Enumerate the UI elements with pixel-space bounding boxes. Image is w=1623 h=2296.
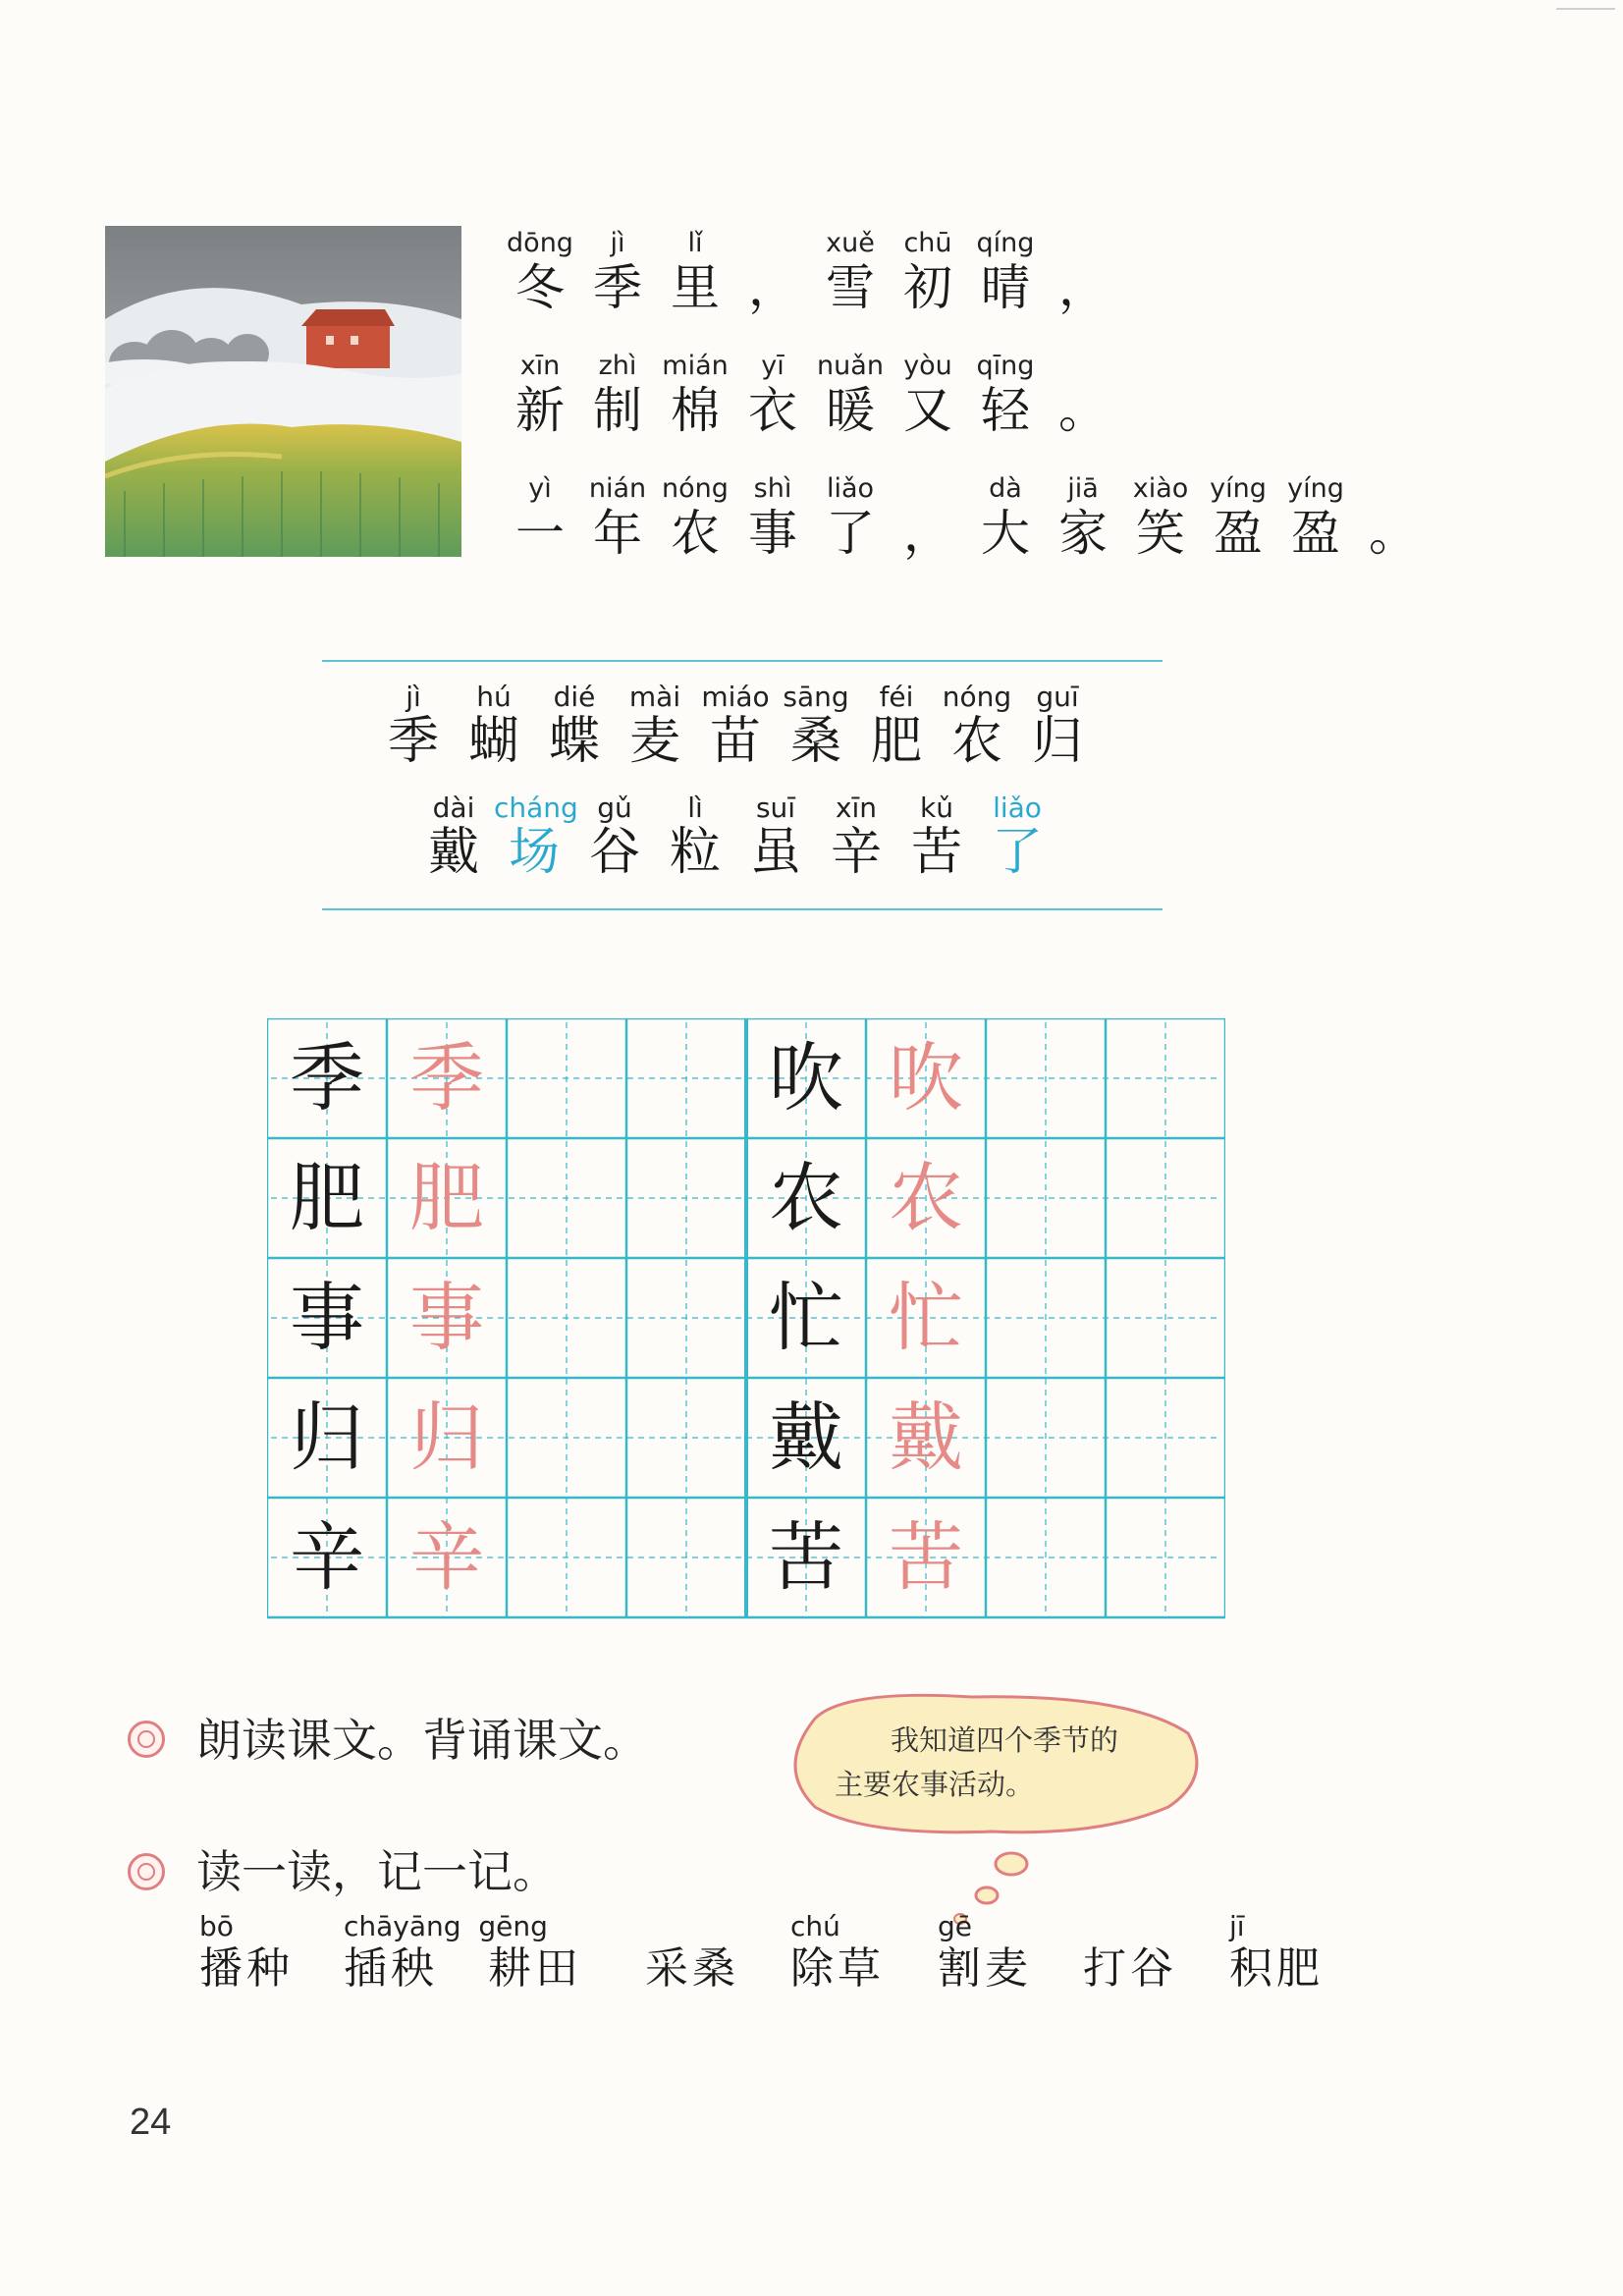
pinyin: dà [989,473,1022,504]
page-number: 24 [130,2102,172,2143]
pinyin: qīng [976,351,1035,381]
ruby-character [454,683,534,771]
ruby-character [615,683,695,771]
hanzi: 了 [826,505,875,562]
hanzi: 蝴 [467,712,519,771]
word-pinyin: chú [790,1910,840,1942]
hanzi: 又 [903,382,952,439]
word-hanzi: 耕田 [488,1943,582,1994]
ruby-character [966,352,1045,440]
ruby-character [811,229,890,317]
word-pinyin: chāyāng gēng [344,1910,548,1942]
pinyin: hú [476,681,512,713]
pinyin: xīn [835,792,878,824]
hanzi: 苗 [709,712,761,771]
pinyin: gǔ [597,792,632,824]
word-item [488,1910,582,1995]
word-hanzi: 除草 [790,1943,885,1994]
pinyin: lǐ [687,228,703,258]
hanzi: 事 [748,505,797,562]
ruby-character [1121,474,1200,563]
pinyin: jì [610,228,625,258]
ruby-character [1354,474,1433,563]
ruby-character [578,229,657,317]
ruby-character [501,474,579,563]
hanzi: 衣 [748,382,797,439]
ruby-character [656,229,734,317]
trace-character: 辛 [409,1513,484,1601]
vocab-bottom-rule [322,908,1163,910]
word-pinyin [645,1910,739,1943]
word-hanzi: 割麦 [938,1943,1032,1994]
ruby-character [578,352,657,440]
hanzi: 冬 [515,259,565,316]
hanzi: 年 [593,505,642,562]
hanzi: 戴 [427,823,479,882]
word-item [1229,1910,1324,1995]
word-hanzi: 插秧 [344,1943,438,1994]
ruby-character [733,474,812,563]
ruby-character [889,474,967,563]
model-character: 农 [769,1154,843,1241]
hanzi: 苦 [910,823,962,882]
pinyin: sāng [783,681,849,713]
hanzi: 。 [1058,382,1108,439]
ruby-character [534,683,615,771]
hanzi: ， [748,259,797,316]
word-item [1083,1910,1177,1995]
pinyin: liǎo [993,792,1042,824]
hanzi: 农 [950,712,1002,771]
word-item [645,1910,739,1995]
trace-character: 季 [409,1034,484,1121]
pinyin: yíng [1210,473,1267,504]
pinyin: liǎo [826,473,875,504]
ruby-character [656,352,734,440]
pinyin: yíng [1287,473,1344,504]
model-character: 肥 [290,1154,364,1241]
pinyin: chū [903,228,952,258]
word-pinyin: bō [199,1910,234,1942]
hanzi: 里 [671,259,720,316]
exercise-icon [128,1721,165,1758]
word-item [199,1910,294,1995]
hanzi: 制 [593,382,642,439]
ruby-character [574,793,655,882]
pinyin: qíng [976,228,1035,258]
exercise-1-text: 朗读课文。背诵课文。 [196,1714,648,1767]
hanzi: 季 [593,259,642,316]
ruby-character [816,793,896,882]
pinyin: yòu [903,351,952,381]
hanzi: 辛 [830,823,882,882]
trace-character: 归 [409,1394,484,1481]
hanzi: 初 [903,259,952,316]
exercise-icon [128,1853,165,1890]
word-pinyin [1083,1910,1177,1943]
trace-character: 农 [889,1154,963,1241]
ruby-character [1044,352,1122,440]
pinyin [1354,474,1433,504]
trace-character: 肥 [409,1154,484,1241]
hanzi: 谷 [588,823,640,882]
word-hanzi: 采桑 [645,1943,739,1994]
hanzi: 雪 [826,259,875,316]
pinyin: shì [753,473,792,504]
ruby-character [501,229,579,317]
ruby-character [1199,474,1277,563]
pinyin: suī [755,792,796,824]
ruby-character [735,793,816,882]
ruby-character [966,229,1045,317]
trace-character: 忙 [889,1274,963,1361]
model-character: 季 [290,1034,364,1121]
model-character: 归 [290,1394,364,1481]
pinyin [1044,352,1122,381]
ruby-character [695,683,776,771]
hanzi: 归 [1031,712,1083,771]
pinyin: jiā [1067,473,1099,504]
word-pinyin [488,1910,582,1943]
pinyin: dài [432,792,475,824]
ruby-character [413,793,494,882]
pinyin: xīn [519,351,561,381]
pinyin: dié [553,681,596,713]
word-pinyin: jī [1229,1910,1245,1942]
ruby-character [889,352,967,440]
model-character: 忙 [769,1274,843,1361]
hanzi: ， [1058,259,1108,316]
pinyin: zhì [598,351,637,381]
hanzi: 家 [1058,505,1108,562]
hanzi: 肥 [870,712,922,771]
ruby-character [1044,474,1122,563]
ruby-character [494,792,578,882]
hanzi: 一 [515,505,565,562]
trace-character: 吹 [889,1034,963,1121]
hanzi: 场 [508,823,560,882]
pinyin: nuǎn [817,351,884,381]
pinyin: xuě [826,228,875,258]
hanzi: 大 [981,505,1030,562]
ruby-character [856,683,937,771]
ruby-character [501,352,579,440]
ruby-character [655,793,735,882]
ruby-character [656,474,734,563]
hanzi: 农 [671,505,720,562]
trace-character: 戴 [889,1394,963,1481]
winter-scene-illustration [105,226,461,557]
trace-character: 苦 [889,1513,963,1601]
word-item [938,1910,1032,1995]
model-character: 吹 [769,1034,843,1121]
bubble-line-2: 主要农事活动。 [835,1768,1035,1801]
pinyin: mài [628,681,681,713]
hanzi: 暖 [826,382,875,439]
ruby-character [896,793,977,882]
hanzi: 盈 [1214,505,1263,562]
ruby-character [966,474,1045,563]
pinyin: lì [687,792,703,824]
ruby-character [937,683,1017,771]
pinyin: guī [1036,681,1079,713]
ruby-character [811,352,890,440]
ruby-character [1276,474,1355,563]
pinyin: miáo [701,681,770,713]
hanzi: 盈 [1291,505,1340,562]
word-pinyin: gē [938,1910,972,1942]
hanzi: 轻 [981,382,1030,439]
ruby-character [1044,229,1122,317]
hanzi: 虽 [749,823,801,882]
hanzi: 。 [1369,505,1418,562]
pinyin [1044,229,1122,258]
pinyin: nián [588,473,647,504]
pinyin: nóng [662,473,729,504]
hanzi: 新 [515,382,565,439]
pinyin: kǔ [920,792,953,824]
hanzi: 季 [387,712,439,771]
hanzi: 蝶 [548,712,600,771]
pinyin [733,229,812,258]
pinyin: yī [761,351,784,381]
ruby-character [733,229,812,317]
word-hanzi: 播种 [199,1943,294,1994]
ruby-character [1017,683,1098,771]
hanzi: 桑 [789,712,841,771]
vocab-top-rule [322,660,1163,662]
hanzi: 笑 [1136,505,1185,562]
ruby-character [889,229,967,317]
pinyin: mián [662,351,729,381]
bubble-line-1: 我知道四个季节的 [891,1723,1119,1757]
pinyin: yì [528,473,552,504]
pinyin: cháng [494,792,578,824]
hanzi: ， [903,505,952,562]
pinyin: xiào [1132,473,1189,504]
trace-character: 事 [409,1274,484,1361]
exercise-2-text: 读一读，记一记。 [196,1845,558,1898]
model-character: 辛 [290,1513,364,1601]
pinyin: jì [406,681,421,713]
model-character: 苦 [769,1513,843,1601]
model-character: 事 [290,1274,364,1361]
word-hanzi: 积肥 [1229,1943,1324,1994]
pinyin: nóng [942,681,1012,713]
hanzi: 棉 [671,382,720,439]
pinyin: féi [879,681,914,713]
hanzi: 麦 [628,712,680,771]
hanzi: 晴 [981,259,1030,316]
ruby-character [977,793,1057,882]
model-character: 戴 [769,1394,843,1481]
pinyin [889,474,967,504]
pinyin: dōng [507,228,573,258]
word-hanzi: 打谷 [1083,1943,1177,1994]
hanzi: 粒 [669,823,721,882]
word-item [790,1910,885,1995]
ruby-character [733,352,812,440]
hanzi: 了 [991,823,1043,882]
corner-mark [1556,8,1615,10]
ruby-character [776,683,856,771]
ruby-character [811,474,890,563]
ruby-character [578,474,657,563]
ruby-character [373,683,454,771]
